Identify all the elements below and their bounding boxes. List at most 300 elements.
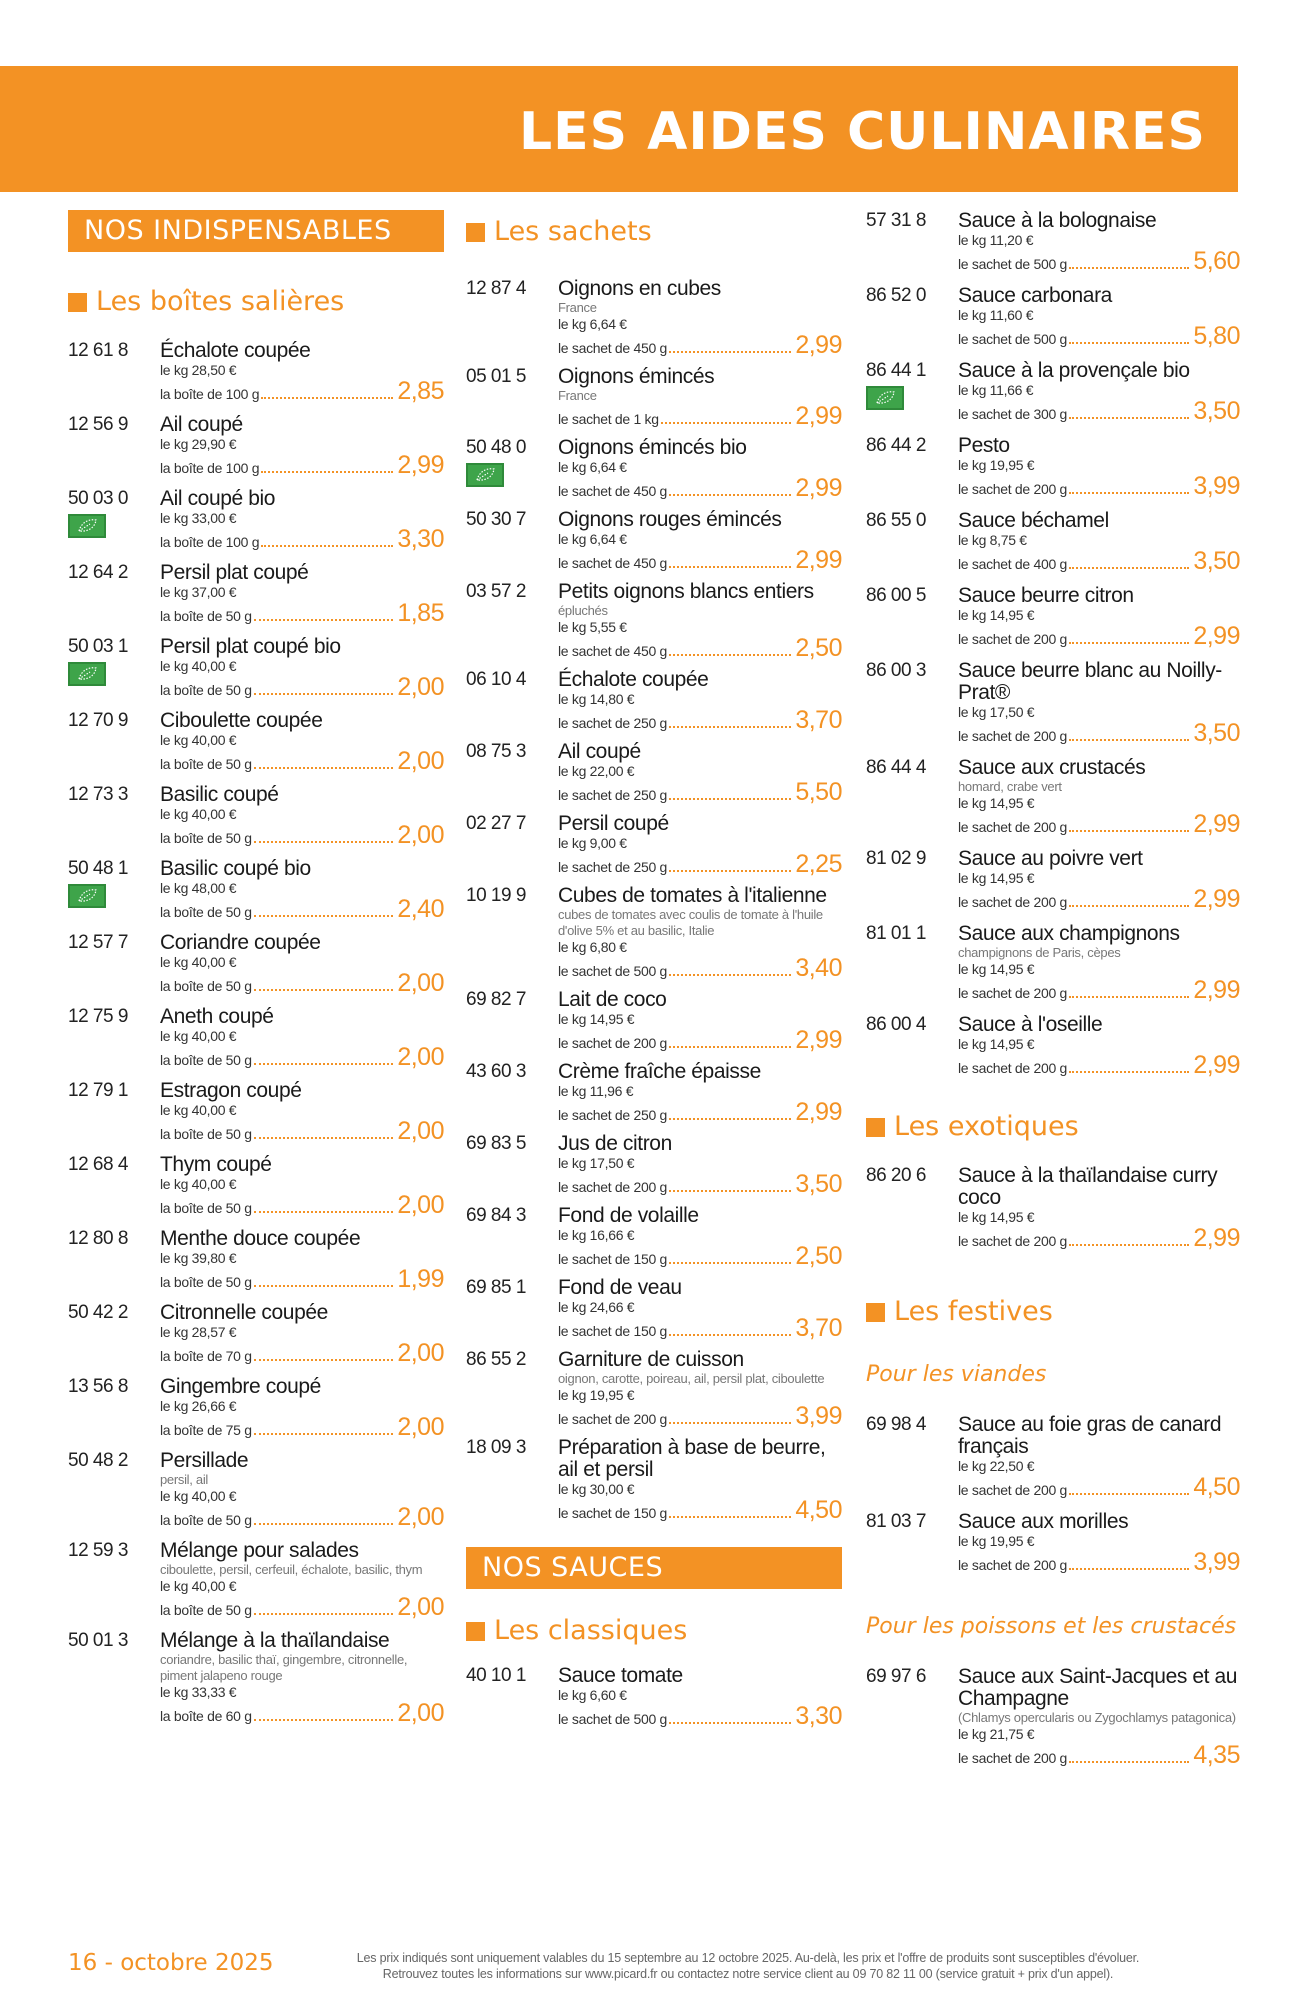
product-details <box>958 1165 1240 1250</box>
product-price: 3,50 <box>795 1170 842 1198</box>
product-item <box>466 989 842 1052</box>
package-size: le sachet de 400 g <box>958 556 1068 572</box>
price-per-kg: le kg 17,50 € <box>958 704 1035 720</box>
product-item <box>68 1228 444 1291</box>
price-per-kg: le kg 33,00 € <box>160 510 237 526</box>
product-list-classiques-start <box>466 1665 842 1728</box>
product-item <box>466 813 842 876</box>
product-code: 12 64 2 <box>68 562 128 583</box>
dotted-leader <box>669 1118 791 1120</box>
product-price: 2,99 <box>795 1026 842 1054</box>
product-details <box>160 1006 444 1069</box>
price-per-kg: le kg 5,55 € <box>558 619 627 635</box>
dotted-leader <box>254 989 394 991</box>
product-code: 12 68 4 <box>68 1154 128 1175</box>
price-row <box>558 780 842 804</box>
product-description: oignon, carotte, poireau, ail, persil plat, ciboulette <box>558 1371 825 1386</box>
product-details <box>558 1437 842 1522</box>
product-item <box>466 1665 842 1728</box>
product-price: 2,00 <box>397 1699 444 1727</box>
price-row <box>160 1267 444 1291</box>
price-row <box>958 812 1240 836</box>
product-details <box>958 660 1240 745</box>
product-details <box>958 1014 1240 1077</box>
price-per-kg: le kg 16,66 € <box>558 1227 635 1243</box>
product-item <box>68 636 444 699</box>
product-code: 86 44 1 <box>866 360 926 381</box>
dotted-leader <box>254 1359 394 1361</box>
product-code: 86 20 6 <box>866 1165 926 1186</box>
dotted-leader <box>1069 1568 1189 1570</box>
dotted-leader <box>254 619 394 621</box>
product-details <box>160 562 444 625</box>
product-price: 2,85 <box>397 377 444 405</box>
dotted-leader <box>1069 1071 1189 1073</box>
product-details <box>558 1665 842 1728</box>
price-row <box>958 1743 1240 1767</box>
product-item <box>466 1205 842 1268</box>
product-name: Persil plat coupé bio <box>160 635 341 658</box>
product-name: Petits oignons blancs entiers <box>558 580 814 603</box>
product-item <box>866 1165 1240 1250</box>
section-title-sauces: NOS SAUCES <box>466 1547 842 1589</box>
price-row <box>160 379 444 403</box>
price-row <box>558 548 842 572</box>
package-size: le sachet de 200 g <box>958 1233 1068 1249</box>
product-price: 5,60 <box>1193 247 1240 275</box>
dotted-leader <box>1069 267 1189 269</box>
package-size: le sachet de 500 g <box>958 256 1068 272</box>
package-size: le sachet de 150 g <box>558 1505 668 1521</box>
product-code: 12 73 3 <box>68 784 128 805</box>
product-price: 4,50 <box>1193 1473 1240 1501</box>
package-size: la boîte de 70 g <box>160 1348 252 1364</box>
price-row <box>958 887 1240 911</box>
dotted-leader <box>669 1516 791 1518</box>
price-row <box>160 1193 444 1217</box>
product-details <box>558 741 842 804</box>
package-size: le sachet de 200 g <box>958 985 1068 1001</box>
price-row <box>558 1172 842 1196</box>
product-item <box>866 757 1240 836</box>
product-details <box>160 784 444 847</box>
product-item <box>68 858 444 921</box>
price-per-kg: le kg 40,00 € <box>160 658 237 674</box>
package-size: la boîte de 100 g <box>160 386 260 402</box>
package-size: le sachet de 450 g <box>558 643 668 659</box>
dotted-leader <box>254 841 394 843</box>
package-size: le sachet de 200 g <box>958 631 1068 647</box>
package-size: le sachet de 450 g <box>558 340 668 356</box>
product-code: 50 03 1 <box>68 636 128 657</box>
product-item <box>68 1154 444 1217</box>
dotted-leader <box>1069 492 1189 494</box>
product-price: 3,30 <box>397 525 444 553</box>
product-details <box>558 366 842 428</box>
package-size: la boîte de 75 g <box>160 1422 252 1438</box>
product-code: 12 75 9 <box>68 1006 128 1027</box>
product-price: 2,40 <box>397 895 444 923</box>
price-per-kg: le kg 40,00 € <box>160 1176 237 1192</box>
label-pour-les-viandes: Pour les viandes <box>866 1362 1047 1387</box>
product-description: épluchés <box>558 603 608 618</box>
product-code: 50 48 1 <box>68 858 128 879</box>
product-description: homard, crabe vert <box>958 779 1062 794</box>
product-item <box>866 1511 1240 1574</box>
product-name: Cubes de tomates à l'italienne <box>558 884 827 907</box>
price-per-kg: le kg 29,90 € <box>160 436 237 452</box>
page-number-date: 16 - octobre 2025 <box>68 1950 274 1976</box>
package-size: le sachet de 250 g <box>558 787 668 803</box>
package-size: le sachet de 150 g <box>558 1323 668 1339</box>
product-price: 2,99 <box>795 402 842 430</box>
header-banner <box>0 66 1238 192</box>
product-name: Fond de volaille <box>558 1204 699 1227</box>
product-description: persil, ail <box>160 1472 208 1487</box>
product-code: 50 48 2 <box>68 1450 128 1471</box>
footer-note-line-2: Retrouvez toutes les informations sur www.picard.fr ou contactez notre service client au 09 70 82 11 00 (service gratuit + prix d'un appel). <box>382 1967 1114 1981</box>
product-price: 3,70 <box>795 1314 842 1342</box>
product-name: Sauce béchamel <box>958 509 1109 532</box>
product-name: Oignons émincés <box>558 365 715 388</box>
product-price: 3,50 <box>1193 547 1240 575</box>
label-pour-les-poissons: Pour les poissons et les crustacés <box>866 1614 1237 1639</box>
product-code: 50 03 0 <box>68 488 128 509</box>
product-item <box>68 1006 444 1069</box>
product-code: 13 56 8 <box>68 1376 128 1397</box>
price-per-kg: le kg 33,33 € <box>160 1684 237 1700</box>
product-name: Sauce à l'oseille <box>958 1013 1103 1036</box>
product-details <box>958 1414 1240 1499</box>
product-name: Ciboulette coupée <box>160 709 323 732</box>
product-description: France <box>558 300 597 315</box>
dotted-leader <box>669 1334 791 1336</box>
dotted-leader <box>669 494 791 496</box>
product-details <box>160 1228 444 1291</box>
product-price: 2,00 <box>397 1593 444 1621</box>
product-item <box>466 437 842 500</box>
subsection-classiques <box>466 1611 842 1651</box>
product-details <box>958 510 1240 573</box>
dotted-leader <box>254 1719 394 1721</box>
price-row <box>558 1316 842 1340</box>
product-item <box>466 1277 842 1340</box>
product-item <box>466 669 842 732</box>
product-price: 3,70 <box>795 706 842 734</box>
product-name: Ail coupé <box>160 413 243 436</box>
price-row <box>160 749 444 773</box>
product-details <box>160 1540 444 1619</box>
product-name: Mélange pour salades <box>160 1539 359 1562</box>
product-details <box>558 437 842 500</box>
subsection-festives <box>866 1292 1240 1332</box>
subsection-sachets <box>466 212 842 252</box>
price-row <box>160 453 444 477</box>
product-details <box>558 1205 842 1268</box>
price-per-kg: le kg 17,50 € <box>558 1155 635 1171</box>
product-price: 2,99 <box>1193 1224 1240 1252</box>
product-price: 3,99 <box>795 1402 842 1430</box>
price-row <box>558 1100 842 1124</box>
price-row <box>558 404 842 428</box>
package-size: le sachet de 200 g <box>958 728 1068 744</box>
organic-leaf-icon <box>466 463 504 487</box>
dotted-leader <box>254 1433 394 1435</box>
bullet-square-icon <box>866 1303 885 1322</box>
product-code: 69 98 4 <box>866 1414 926 1435</box>
product-price: 2,00 <box>397 1117 444 1145</box>
price-row <box>558 852 842 876</box>
product-code: 12 79 1 <box>68 1080 128 1101</box>
price-per-kg: le kg 8,75 € <box>958 532 1027 548</box>
price-per-kg: le kg 6,64 € <box>558 531 627 547</box>
product-price: 2,99 <box>795 1098 842 1126</box>
price-per-kg: le kg 26,66 € <box>160 1398 237 1414</box>
product-price: 2,00 <box>397 1339 444 1367</box>
product-details <box>958 360 1240 423</box>
product-item <box>866 923 1240 1002</box>
dotted-leader <box>669 1722 791 1724</box>
price-row <box>558 333 842 357</box>
product-name: Persil coupé <box>558 812 669 835</box>
price-row <box>160 897 444 921</box>
dotted-leader <box>254 1137 394 1139</box>
product-details <box>558 1133 842 1196</box>
price-row <box>160 527 444 551</box>
product-details <box>160 1376 444 1439</box>
product-list-viandes <box>866 1414 1240 1574</box>
organic-leaf-icon <box>866 386 904 410</box>
product-item <box>68 488 444 551</box>
package-size: le sachet de 450 g <box>558 483 668 499</box>
price-per-kg: le kg 11,20 € <box>958 232 1034 248</box>
product-name: Échalote coupée <box>558 668 709 691</box>
dotted-leader <box>1069 996 1189 998</box>
organic-leaf-icon <box>68 884 106 908</box>
product-details <box>958 435 1240 498</box>
product-code: 12 61 8 <box>68 340 128 361</box>
product-price: 2,00 <box>397 1503 444 1531</box>
product-name: Sauce à la provençale bio <box>958 359 1190 382</box>
subsection-exotiques <box>866 1107 1240 1147</box>
product-item <box>866 285 1240 348</box>
price-row <box>160 1505 444 1529</box>
bullet-square-icon <box>466 223 485 242</box>
product-details <box>160 1450 444 1529</box>
dotted-leader <box>669 351 791 353</box>
product-details <box>160 1154 444 1217</box>
price-row <box>958 721 1240 745</box>
price-row <box>958 474 1240 498</box>
package-size: le sachet de 300 g <box>958 406 1068 422</box>
price-row <box>558 1244 842 1268</box>
price-per-kg: le kg 14,95 € <box>958 607 1035 623</box>
product-price: 2,99 <box>1193 810 1240 838</box>
product-item <box>466 1133 842 1196</box>
dotted-leader <box>669 870 791 872</box>
product-code: 81 02 9 <box>866 848 926 869</box>
product-item <box>866 848 1240 911</box>
price-row <box>160 1119 444 1143</box>
dotted-leader <box>1069 1244 1189 1246</box>
product-code: 50 01 3 <box>68 1630 128 1651</box>
dotted-leader <box>254 1285 394 1287</box>
footer-note-line-1: Les prix indiqués sont uniquement valables du 15 septembre au 12 octobre 2025. Au-delà, les prix et l'offre de produits sont susceptibles d'évoluer. <box>356 1951 1140 1965</box>
product-name: Sauce à la bolognaise <box>958 209 1157 232</box>
price-row <box>958 624 1240 648</box>
page-title: LES AIDES CULINAIRES <box>518 102 1206 162</box>
package-size: la boîte de 60 g <box>160 1708 252 1724</box>
product-item <box>866 1014 1240 1077</box>
product-code: 12 59 3 <box>68 1540 128 1561</box>
product-price: 2,00 <box>397 747 444 775</box>
price-per-kg: le kg 40,00 € <box>160 1488 237 1504</box>
price-row <box>958 324 1240 348</box>
package-size: la boîte de 50 g <box>160 1052 252 1068</box>
package-size: la boîte de 50 g <box>160 756 252 772</box>
product-item <box>68 1450 444 1529</box>
product-name: Sauce aux Saint-Jacques et au Champagne <box>958 1665 1238 1710</box>
product-details <box>558 278 842 357</box>
dotted-leader <box>661 422 792 424</box>
product-code: 69 85 1 <box>466 1277 526 1298</box>
product-item <box>68 1630 444 1725</box>
dotted-leader <box>669 1190 791 1192</box>
product-description: cubes de tomates avec coulis de tomate à l'huile d'olive 5% et au basilic, Italie <box>558 907 823 938</box>
product-details <box>558 989 842 1052</box>
price-row <box>160 971 444 995</box>
package-size: la boîte de 50 g <box>160 1200 252 1216</box>
dotted-leader <box>254 915 394 917</box>
product-name: Ail coupé <box>558 740 641 763</box>
price-row <box>958 1053 1240 1077</box>
price-per-kg: le kg 11,66 € <box>958 382 1034 398</box>
package-size: la boîte de 50 g <box>160 1126 252 1142</box>
product-item <box>466 741 842 804</box>
price-per-kg: le kg 24,66 € <box>558 1299 635 1315</box>
product-item <box>866 360 1240 423</box>
product-price: 2,25 <box>795 850 842 878</box>
footer-legal-note <box>268 1950 1228 1982</box>
price-per-kg: le kg 30,00 € <box>558 1481 635 1497</box>
product-description: (Chlamys opercularis ou Zygochlamys patagonica) <box>958 1710 1236 1725</box>
price-row <box>558 956 842 980</box>
price-per-kg: le kg 40,00 € <box>160 1102 237 1118</box>
product-name: Pesto <box>958 434 1010 457</box>
product-code: 69 83 5 <box>466 1133 526 1154</box>
price-per-kg: le kg 40,00 € <box>160 1028 237 1044</box>
bullet-square-icon <box>68 293 87 312</box>
product-item <box>466 1349 842 1428</box>
subsection-label: Les festives <box>894 1296 1053 1327</box>
price-per-kg: le kg 14,95 € <box>958 961 1035 977</box>
product-item <box>466 1437 842 1522</box>
product-code: 86 55 2 <box>466 1349 526 1370</box>
product-code: 69 97 6 <box>866 1666 926 1687</box>
product-code: 57 31 8 <box>866 210 926 231</box>
price-row <box>160 1045 444 1069</box>
product-code: 50 30 7 <box>466 509 526 530</box>
product-list-sachets <box>466 278 842 1522</box>
product-item <box>466 1061 842 1124</box>
product-code: 86 52 0 <box>866 285 926 306</box>
price-per-kg: le kg 14,95 € <box>958 870 1035 886</box>
product-name: Aneth coupé <box>160 1005 274 1028</box>
product-price: 3,99 <box>1193 1548 1240 1576</box>
package-size: le sachet de 250 g <box>558 715 668 731</box>
product-details <box>558 1349 842 1428</box>
product-details <box>558 813 842 876</box>
product-code: 86 55 0 <box>866 510 926 531</box>
product-code: 08 75 3 <box>466 741 526 762</box>
package-size: le sachet de 200 g <box>958 481 1068 497</box>
price-row <box>558 636 842 660</box>
product-price: 1,99 <box>397 1265 444 1293</box>
product-details <box>160 710 444 773</box>
product-item <box>68 710 444 773</box>
package-size: la boîte de 50 g <box>160 682 252 698</box>
dotted-leader <box>1069 642 1189 644</box>
product-code: 86 44 4 <box>866 757 926 778</box>
product-details <box>958 848 1240 911</box>
product-price: 2,99 <box>397 451 444 479</box>
column-sachets <box>466 210 842 1940</box>
product-details <box>160 1080 444 1143</box>
bullet-square-icon <box>866 1118 885 1137</box>
price-per-kg: le kg 6,60 € <box>558 1687 627 1703</box>
dotted-leader <box>254 1523 394 1525</box>
product-item <box>866 585 1240 648</box>
product-item <box>466 366 842 428</box>
dotted-leader <box>254 1063 394 1065</box>
product-item <box>68 1302 444 1365</box>
product-price: 2,99 <box>795 474 842 502</box>
product-price: 2,99 <box>1193 885 1240 913</box>
product-code: 05 01 5 <box>466 366 526 387</box>
product-name: Sauce à la thaïlandaise curry coco <box>958 1164 1218 1209</box>
product-price: 4,35 <box>1193 1741 1240 1769</box>
package-size: la boîte de 100 g <box>160 534 260 550</box>
price-per-kg: le kg 40,00 € <box>160 806 237 822</box>
price-row <box>160 1341 444 1365</box>
product-name: Sauce aux crustacés <box>958 756 1146 779</box>
product-code: 12 80 8 <box>68 1228 128 1249</box>
product-name: Lait de coco <box>558 988 667 1011</box>
product-item <box>466 509 842 572</box>
dotted-leader <box>254 693 394 695</box>
price-per-kg: le kg 6,80 € <box>558 939 627 955</box>
product-price: 3,99 <box>1193 472 1240 500</box>
bullet-square-icon <box>466 1622 485 1641</box>
dotted-leader <box>261 545 393 547</box>
product-code: 03 57 2 <box>466 581 526 602</box>
dotted-leader <box>261 397 393 399</box>
product-item <box>68 414 444 477</box>
product-name: Jus de citron <box>558 1132 672 1155</box>
product-code: 12 70 9 <box>68 710 128 731</box>
price-row <box>958 1226 1240 1250</box>
product-price: 3,30 <box>795 1702 842 1730</box>
product-item <box>866 1666 1240 1767</box>
dotted-leader <box>1069 905 1189 907</box>
product-details <box>558 1277 842 1340</box>
product-details <box>958 923 1240 1002</box>
package-size: le sachet de 200 g <box>958 1750 1068 1766</box>
product-list-boites <box>68 340 444 1725</box>
product-name: Citronnelle coupée <box>160 1301 328 1324</box>
product-code: 12 87 4 <box>466 278 526 299</box>
product-details <box>558 509 842 572</box>
